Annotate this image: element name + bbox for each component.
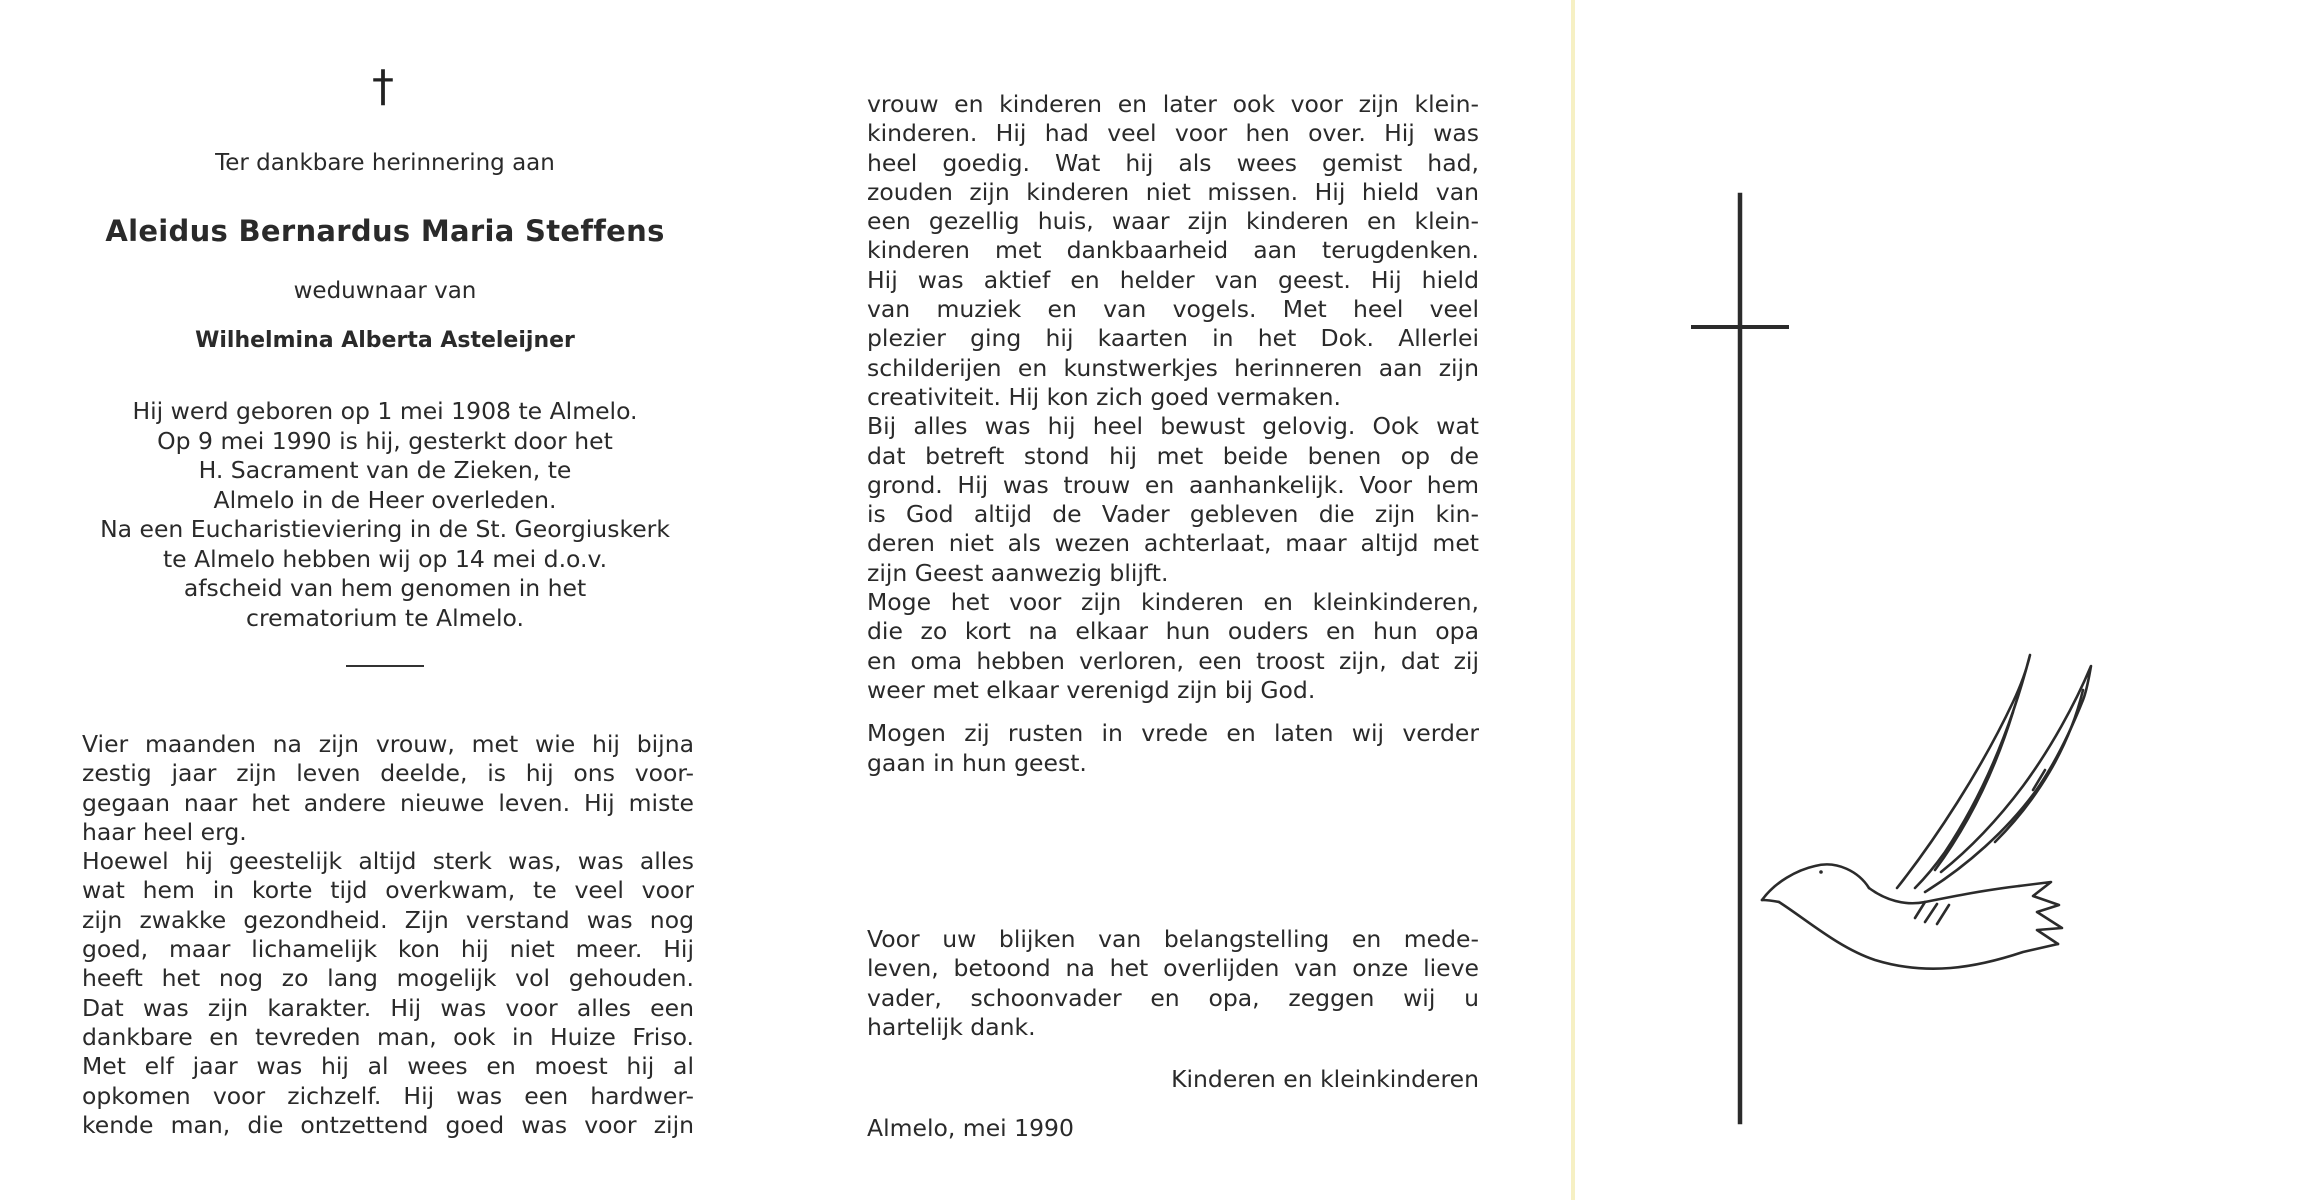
text-line: die zo kort na elkaar hun ouders en hun opa [867, 617, 1479, 646]
bio-line: Op 9 mei 1990 is hij, gesterkt door het [157, 426, 613, 455]
text-line: Met elf jaar was hij al wees en moest hij al [82, 1052, 694, 1081]
thanks-line: hartelijk dank. [867, 1012, 1036, 1041]
text-line: zouden zijn kinderen niet missen. Hij hield van [867, 177, 1479, 206]
biography [60, 397, 710, 633]
text-line: heel goedig. Wat hij als wees gemist had, [867, 148, 1479, 177]
illustration [1575, 0, 2297, 1200]
tribute-text-part1 [82, 730, 694, 1140]
divider [346, 665, 424, 667]
bio-line: te Almelo hebben wij op 14 mei d.o.v. [162, 544, 608, 573]
text-line: wat hem in korte tijd overkwam, te veel voor [82, 876, 694, 905]
thanks-line: leven, betoond na het overlijden van onze lieve [867, 954, 1479, 983]
closing-line: gaan in hun geest. [867, 748, 1087, 777]
thanks-line: vader, schoonvader en opa, zeggen wij u [867, 983, 1479, 1012]
bio-line: afscheid van hem genomen in het [183, 574, 587, 602]
text-line: vrouw en kinderen en later ook voor zijn klein- [867, 90, 1479, 118]
text-line: kende man, die ontzettend goed was voor zijn [82, 1110, 694, 1139]
cross-symbol: † [372, 61, 394, 112]
signature: Kinderen en kleinkinderen [1171, 1065, 1479, 1093]
left-panel [0, 0, 780, 1200]
text-line: kinderen met dankbaarheid aan terugdenken. [867, 236, 1479, 265]
bio-line: crematorium te Almelo. [246, 603, 524, 632]
bio-line: Na een Eucharistieviering in de St. Georgiuskerk [100, 515, 670, 543]
text-line: opkomen voor zichzelf. Hij was een hardwer- [82, 1081, 694, 1110]
thanks-line: Voor uw blijken van belangstelling en mede- [867, 925, 1479, 953]
tribute-text-part2 [867, 90, 1479, 778]
text-line: Vier maanden na zijn vrouw, met wie hij bijna [82, 730, 694, 758]
text-line: plezier ging hij kaarten in het Dok. Allerlei [867, 324, 1479, 353]
text-line: zijn Geest aanwezig blijft. [867, 558, 1169, 587]
text-line: dat betreft stond hij met beide benen op de [867, 441, 1479, 470]
text-line: creativiteit. Hij kon zich goed vermaken. [867, 382, 1341, 411]
text-line: Moge het voor zijn kinderen en kleinkinderen, [867, 588, 1479, 617]
cross-icon [1693, 195, 1787, 1122]
spouse-name: Wilhelmina Alberta Asteleijner [195, 328, 575, 353]
text-line: Dat was zijn karakter. Hij was voor alles een [82, 993, 694, 1022]
thanks-text [867, 925, 1479, 1042]
bio-line: H. Sacrament van de Zieken, te [198, 456, 572, 484]
text-line: gegaan naar het andere nieuwe leven. Hij miste [82, 788, 694, 817]
text-line: goed, maar lichamelijk kon hij niet meer. Hij [82, 935, 694, 964]
deceased-name: Aleidus Bernardus Maria Steffens [105, 214, 665, 248]
intro-text: Ter dankbare herinnering aan [215, 150, 555, 176]
text-line: deren niet als wezen achterlaat, maar altijd met [867, 529, 1479, 558]
bio-line: Almelo in de Heer overleden. [213, 485, 557, 514]
relation-text: weduwnaar van [293, 278, 477, 304]
place-date: Almelo, mei 1990 [867, 1114, 1074, 1142]
text-line: Hij was aktief en helder van geest. Hij hield [867, 265, 1479, 294]
closing-line: Mogen zij rusten in vrede en laten wij verder [867, 719, 1479, 748]
text-line: van muziek en van vogels. Met heel veel [867, 295, 1479, 324]
text-line: zijn zwakke gezondheid. Zijn verstand was nog [82, 905, 694, 934]
right-panel [1575, 0, 2297, 1200]
text-line: weer met elkaar verenigd zijn bij God. [867, 675, 1316, 704]
text-line: Hoewel hij geestelijk altijd sterk was, was alles [82, 847, 694, 876]
bio-line: Hij werd geboren op 1 mei 1908 te Almelo. [132, 397, 638, 425]
text-line: grond. Hij was trouw en aanhankelijk. Voor hem [867, 470, 1479, 499]
text-line: Bij alles was hij heel bewust gelovig. Ook wat [867, 412, 1479, 441]
text-line: zestig jaar zijn leven deelde, is hij ons voor- [82, 759, 694, 788]
dove-icon [1762, 655, 2091, 969]
text-line: schilderijen en kunstwerkjes herinneren aan zijn [867, 353, 1479, 382]
text-line: heeft het nog zo lang mogelijk vol gehouden. [82, 964, 694, 993]
text-line: is God altijd de Vader gebleven die zijn kin- [867, 500, 1479, 529]
text-line: en oma hebben verloren, een troost zijn, dat zij [867, 646, 1479, 675]
text-line: een gezellig huis, waar zijn kinderen en klein- [867, 207, 1479, 236]
text-line: dankbare en tevreden man, ook in Huize Friso. [82, 1022, 694, 1051]
text-line: kinderen. Hij had veel voor hen over. Hij was [867, 119, 1479, 148]
text-line: haar heel erg. [82, 817, 247, 846]
